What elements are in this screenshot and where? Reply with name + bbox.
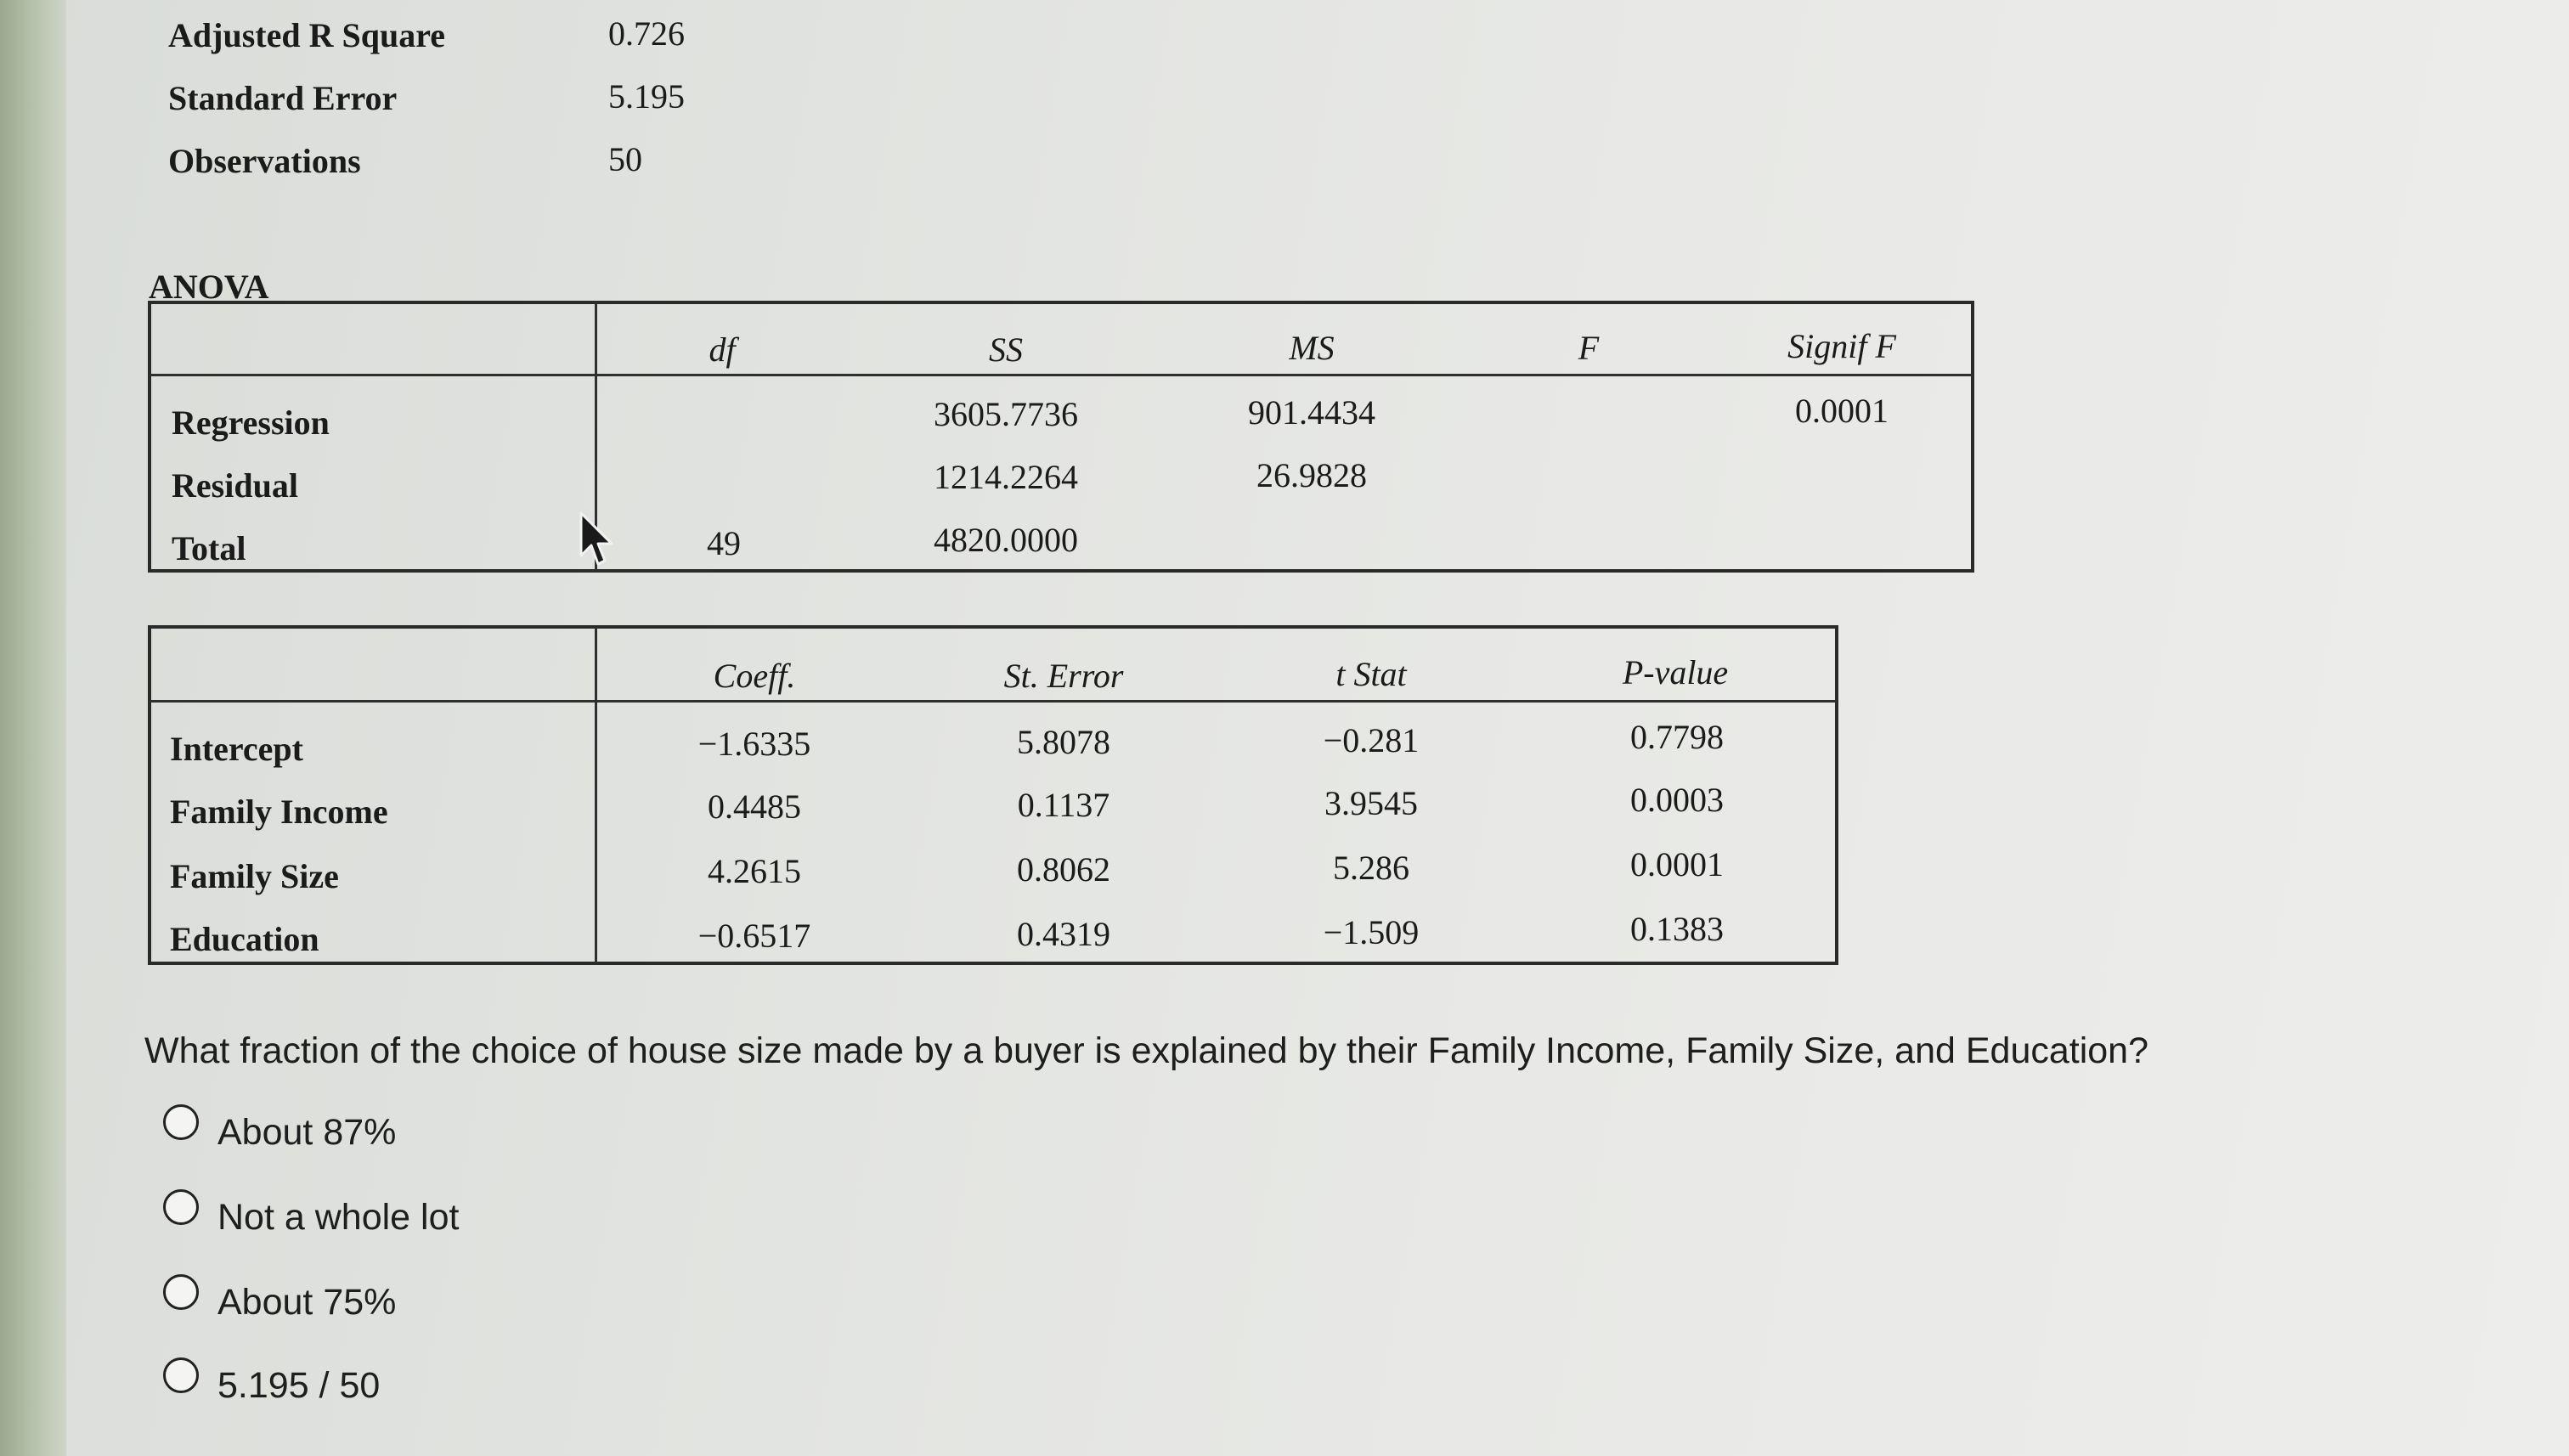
option-label[interactable]: About 87%	[217, 1112, 397, 1153]
anova-header-ms: MS	[1289, 329, 1335, 367]
coefficients-table-border	[148, 625, 1838, 965]
option-label[interactable]: Not a whole lot	[217, 1197, 460, 1238]
coef-header-coeff: Coeff.	[713, 657, 796, 695]
coef-cell-coeff: −0.6517	[697, 917, 811, 955]
coef-row-label: Family Size	[170, 857, 339, 895]
radio-button-icon[interactable]	[163, 1274, 199, 1310]
coef-cell-coeff: 0.4485	[708, 787, 801, 826]
anova-header-f: F	[1578, 329, 1600, 367]
question-text: What fraction of the choice of house size made by a buyer is explained by their Family Income, Family Size, and Education?	[144, 1030, 2149, 1071]
coef-cell-se: 0.1137	[1017, 786, 1110, 824]
anova-header-df: df	[709, 330, 736, 369]
anova-row-label: Total	[172, 529, 246, 567]
anova-cell-ss: 1214.2264	[934, 458, 1078, 496]
coef-header-p-value: P-value	[1622, 653, 1729, 691]
anova-cell-df: 49	[707, 524, 741, 562]
anova-cell-ms: 901.4434	[1248, 393, 1375, 432]
radio-button-icon[interactable]	[163, 1189, 199, 1225]
radio-button-icon[interactable]	[163, 1357, 199, 1393]
coef-cell-se: 0.8062	[1017, 850, 1110, 889]
left-border-strip	[0, 0, 66, 1456]
option-label[interactable]: About 75%	[217, 1282, 397, 1323]
anova-row-label: Regression	[172, 404, 330, 442]
coef-cell-coeff: −1.6335	[697, 725, 811, 763]
stat-value: 5.195	[608, 77, 685, 116]
coef-row-label: Intercept	[170, 730, 303, 768]
coef-row-label: Education	[170, 920, 319, 958]
coef-row-label: Family Income	[170, 793, 388, 831]
coef-cell-p: 0.0001	[1630, 845, 1724, 883]
anova-cell-ss: 3605.7736	[934, 395, 1078, 433]
anova-cell-signif: 0.0001	[1795, 392, 1889, 430]
coef-cell-se: 5.8078	[1017, 723, 1110, 761]
anova-header-signif-f: Signif F	[1787, 327, 1896, 365]
coef-cell-t: 3.9545	[1324, 784, 1418, 822]
anova-row-label: Residual	[172, 466, 298, 505]
header-divider	[150, 700, 1837, 703]
stat-value: 0.726	[608, 14, 685, 53]
coef-cell-se: 0.4319	[1017, 915, 1110, 953]
mouse-pointer-icon	[578, 510, 615, 569]
stat-label: Standard Error	[168, 79, 398, 117]
label-column-divider	[595, 627, 597, 963]
stat-label: Adjusted R Square	[168, 16, 445, 54]
coef-header-st-error: St. Error	[1003, 657, 1124, 695]
coef-cell-p: 0.0003	[1630, 781, 1724, 819]
anova-cell-ss: 4820.0000	[934, 521, 1078, 559]
coef-cell-t: −1.509	[1323, 913, 1420, 951]
radio-button-icon[interactable]	[163, 1104, 199, 1140]
coef-cell-p: 0.1383	[1630, 910, 1724, 948]
coef-header-t-stat: t Stat	[1335, 655, 1407, 693]
anova-cell-ms: 26.9828	[1256, 456, 1367, 494]
coef-cell-p: 0.7798	[1630, 718, 1724, 756]
stat-value: 50	[608, 140, 642, 178]
coef-cell-t: 5.286	[1333, 849, 1409, 887]
anova-title: ANOVA	[149, 268, 269, 306]
coef-cell-coeff: 4.2615	[708, 852, 801, 890]
stat-label: Observations	[168, 142, 361, 180]
option-label[interactable]: 5.195 / 50	[217, 1365, 381, 1406]
anova-header-ss: SS	[989, 330, 1023, 369]
header-divider	[150, 374, 1973, 376]
coef-cell-t: −0.281	[1323, 721, 1420, 759]
